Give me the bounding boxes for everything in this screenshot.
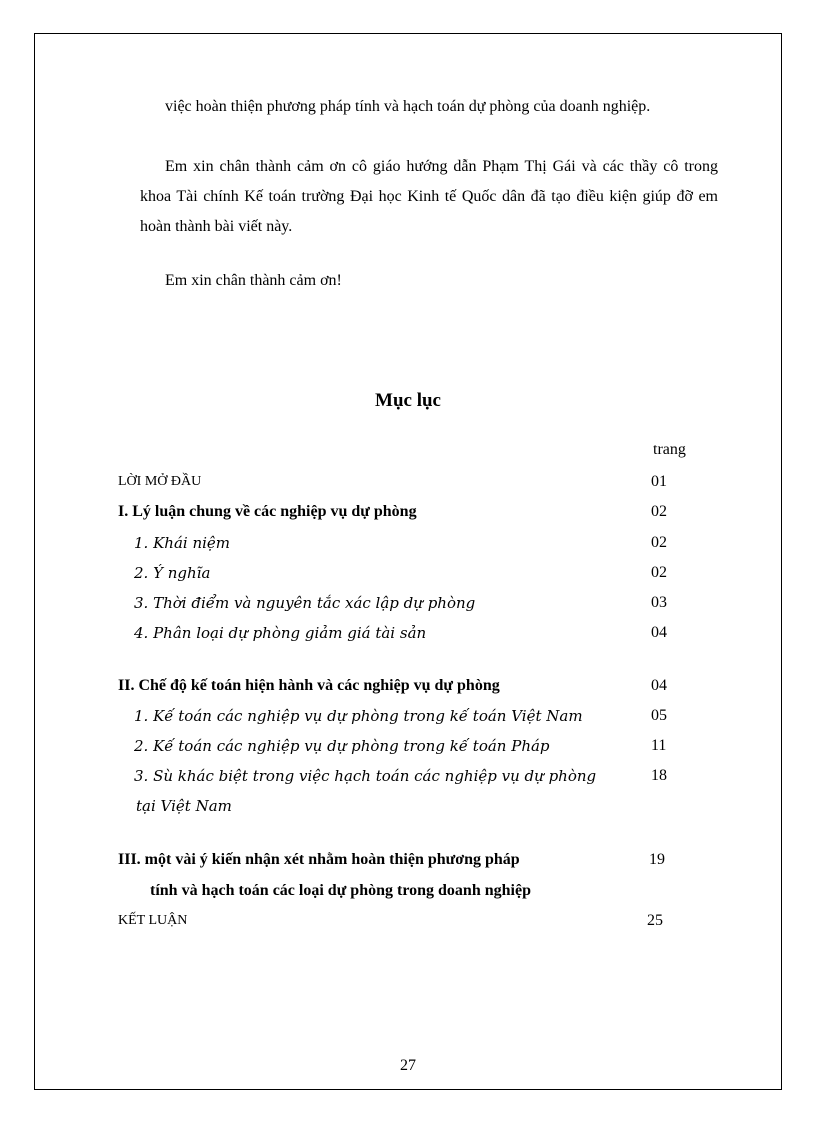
toc-entry-page: 03 [651, 594, 667, 611]
toc-entry-continuation [0, 791, 816, 821]
toc-entry-page: 04 [651, 624, 667, 641]
intro-paragraph-2: Em xin chân thành cảm ơn cô giáo hướng dẫn Phạm Thị Gái và các thầy cô trong khoa Tài chính Kế toán trường Đại học Kinh tế Quốc dân đã tạo điều kiện giúp đỡ em hoàn thành bài viết này. [140, 158, 718, 235]
toc-entry [0, 558, 816, 588]
toc-entry-label-continued: tại Việt Nam [136, 797, 232, 815]
toc-entry-label: 2. Kế toán các nghiệp vụ dự phòng trong kế toán Pháp [134, 737, 550, 755]
page-number: 27 [400, 1057, 416, 1074]
toc-entry-label: 1. Khái niệm [134, 534, 231, 552]
intro-paragraph-3: Em xin chân thành cảm ơn! [165, 272, 342, 289]
toc-entry [0, 731, 816, 761]
toc-entry-label: 3. Thời điểm và nguyên tắc xác lập dự phòng [134, 594, 476, 612]
toc-entry-label: 3. Sù khác biệt trong việc hạch toán các nghiệp vụ dự phòng [134, 767, 597, 785]
toc-entry-label: 2. Ý nghĩa [134, 564, 211, 582]
toc-entry [0, 467, 816, 497]
toc-entry [0, 528, 816, 558]
toc-entry-continuation [0, 876, 816, 906]
toc-entry [0, 701, 816, 731]
toc-entry-label: 4. Phân loại dự phòng giảm giá tài sản [134, 624, 427, 642]
toc-entry-page: 11 [651, 737, 667, 754]
toc-entry-page: 04 [651, 677, 667, 694]
toc-entry-label: 1. Kế toán các nghiệp vụ dự phòng trong kế toán Việt Nam [134, 707, 583, 725]
toc-entry [0, 906, 816, 936]
toc-entry-page: 02 [651, 534, 667, 551]
toc-entry-page: 18 [651, 767, 667, 784]
toc-entry-page: 02 [651, 564, 667, 581]
toc-entry-label: LỜI MỞ ĐẦU [118, 474, 202, 489]
toc-entry-page: 01 [651, 473, 667, 490]
toc-entry-label: III. một vài ý kiến nhận xét nhằm hoàn thiện phương pháp [118, 851, 520, 868]
toc-entry-label: II. Chế độ kế toán hiện hành và các nghiệp vụ dự phòng [118, 677, 500, 694]
toc-entry-page: 19 [649, 851, 665, 868]
toc-entry-page: 25 [647, 912, 663, 929]
toc-entry-label: KẾT LUẬN [118, 913, 188, 928]
toc-title: Mục lục [375, 390, 441, 411]
toc-entry [0, 761, 816, 791]
toc-entry [0, 618, 816, 648]
toc-entry [0, 588, 816, 618]
toc-page-header: trang [653, 441, 686, 458]
toc-entry-page: 02 [651, 503, 667, 520]
toc-entry-label-continued: tính và hạch toán các loại dự phòng trong doanh nghiệp [150, 882, 531, 899]
toc-entry [0, 497, 816, 527]
toc-entry [0, 671, 816, 701]
toc-entry-page: 05 [651, 707, 667, 724]
toc-entry [0, 845, 816, 875]
toc-entry-label: I. Lý luận chung về các nghiệp vụ dự phòng [118, 503, 417, 520]
intro-paragraph-1: việc hoàn thiện phương pháp tính và hạch toán dự phòng của doanh nghiệp. [165, 98, 651, 115]
